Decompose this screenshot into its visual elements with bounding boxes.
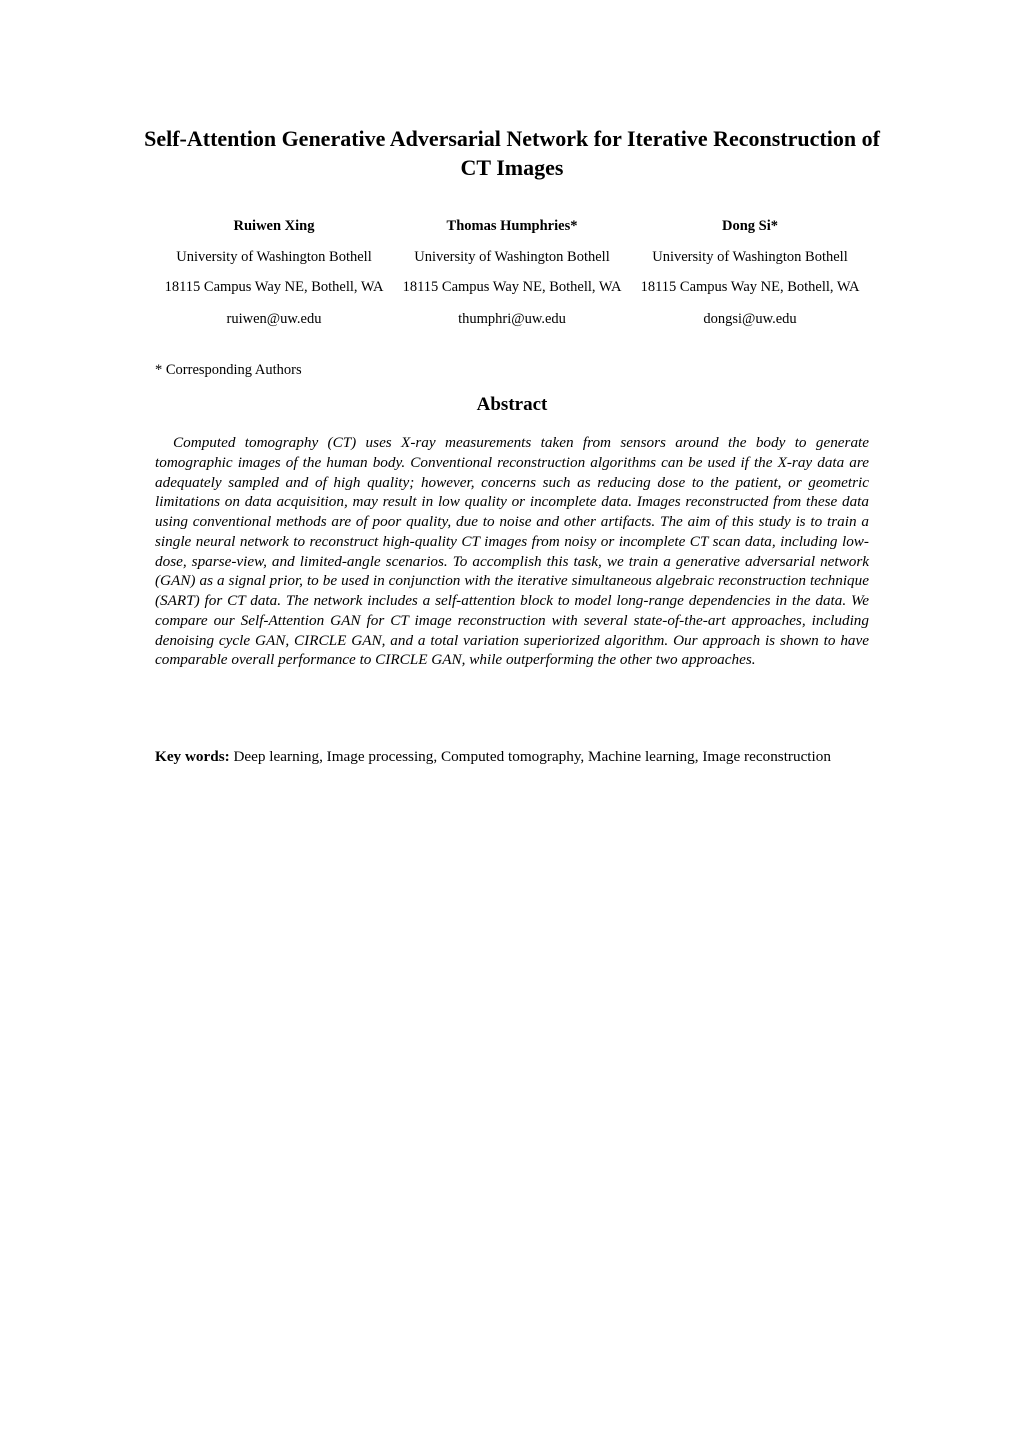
author-affiliation: University of Washington Bothell bbox=[176, 249, 372, 265]
abstract-text: Computed tomography (CT) uses X-ray measurements taken from sensors around the body to generate tomographic images of the human body. Conventional reconstruction algorithms can be used if the X-ray data are adequately sampled and of high quality; however, concerns such as reducing dose to the patient, or geometric limitations on data acquisition, may result in low quality or incomplete data. Images reconstructed from these data using conventional methods are of poor quality, due to noise and other artifacts. The aim of this study is to train a single neural network to reconstruct high-quality CT images from noisy or incomplete CT scan data, including low-dose, sparse-view, and limited-angle scenarios. To accomplish this task, we train a generative adversarial network (GAN) as a signal prior, to be used in conjunction with the iterative simultaneous algebraic reconstruction technique (SART) for CT data. The network includes a self-attention block to model long-range dependencies in the data. We compare our Self-Attention GAN for CT image reconstruction with several state-of-the-art approaches, including denoising cycle GAN, CIRCLE GAN, and a total variation superiorized algorithm. Our approach is shown to have comparable overall performance to CIRCLE GAN, while outperforming the other two approaches. bbox=[155, 434, 869, 669]
author-email[interactable]: dongsi@uw.edu bbox=[703, 311, 797, 327]
paper-title: Self-Attention Generative Adversarial Network for Iterative Reconstruction of CT Images bbox=[144, 126, 880, 180]
author-affiliation: University of Washington Bothell bbox=[414, 249, 610, 265]
corresponding-authors-note: * Corresponding Authors bbox=[155, 362, 302, 378]
author-column bbox=[155, 216, 393, 329]
author-address: 18115 Campus Way NE, Bothell, WA bbox=[640, 279, 860, 295]
keywords-text: Deep learning, Image processing, Computed tomography, Machine learning, Image reconstruction bbox=[233, 748, 831, 765]
author-name: Dong Si* bbox=[721, 218, 778, 234]
author-address: 18115 Campus Way NE, Bothell, WA bbox=[402, 279, 622, 295]
author-name: Thomas Humphries* bbox=[446, 218, 578, 234]
author-email[interactable]: ruiwen@uw.edu bbox=[226, 311, 322, 327]
keywords bbox=[155, 746, 869, 767]
keywords-label: Key words: bbox=[155, 748, 230, 765]
author-column bbox=[393, 216, 631, 329]
author-email[interactable]: thumphri@uw.edu bbox=[458, 311, 566, 327]
author-block bbox=[155, 216, 869, 329]
author-affiliation: University of Washington Bothell bbox=[652, 249, 848, 265]
author-name: Ruiwen Xing bbox=[233, 218, 315, 234]
abstract-heading: Abstract bbox=[476, 394, 548, 415]
author-column bbox=[631, 216, 869, 329]
author-address: 18115 Campus Way NE, Bothell, WA bbox=[164, 279, 384, 295]
